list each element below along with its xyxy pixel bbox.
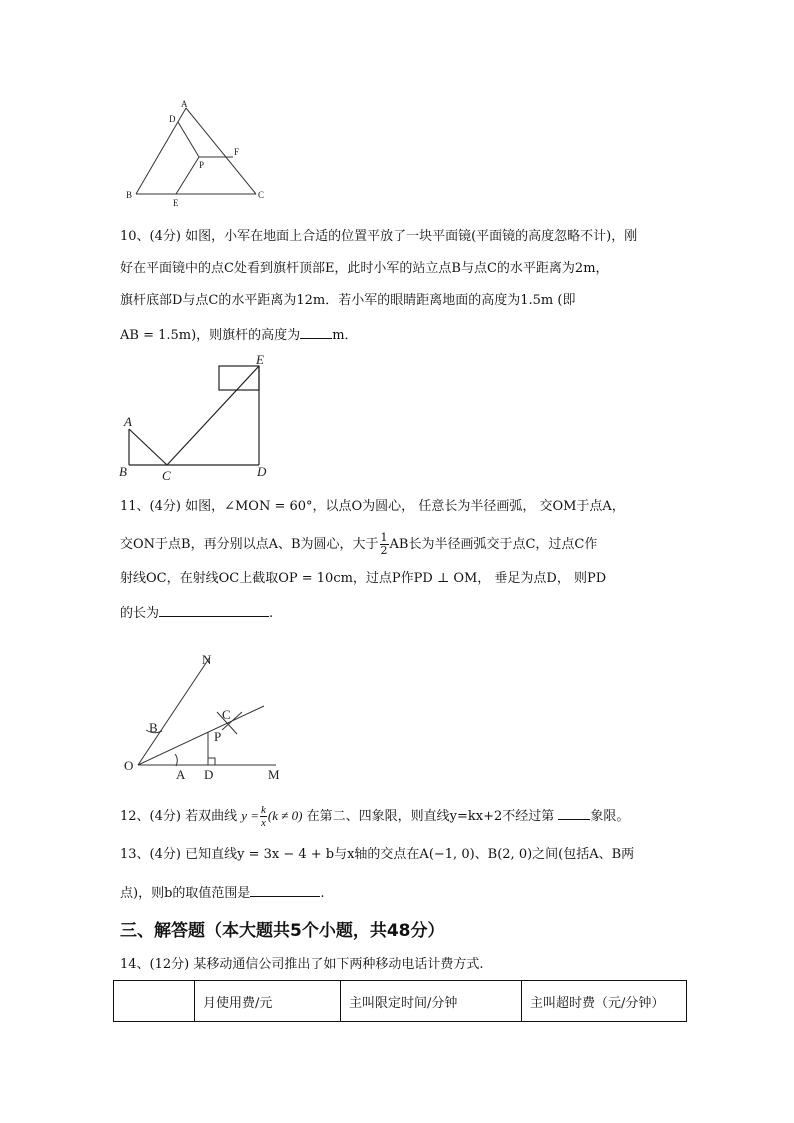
label-C: C	[258, 190, 265, 200]
segment-AC	[186, 108, 256, 194]
ray-ON	[138, 657, 210, 765]
label-B: B	[126, 190, 133, 200]
figure-q9-triangle	[120, 98, 280, 210]
q11-line2-text-a: 交ON于点B，再分别以点A、B为圆心，大于	[120, 537, 379, 552]
label-P: P	[214, 729, 222, 744]
label-E: E	[256, 352, 264, 367]
flag	[219, 366, 259, 390]
label-E: E	[173, 198, 179, 208]
section-3-heading: 三、解答题（本大题共5个小题，共48分）	[120, 921, 445, 941]
table-header-cell	[114, 981, 195, 1022]
q13-line2-text: 点)，则b的取值范围是	[120, 886, 251, 901]
ray-OC	[138, 706, 264, 765]
figure-q11-angle	[118, 648, 293, 786]
label-C: C	[162, 468, 171, 483]
arc-A	[175, 754, 177, 766]
fraction-k: k	[261, 804, 266, 816]
segment-AC	[129, 429, 167, 465]
q12-post: 在第二、四象限，则直线y=kx+2不经过第	[306, 809, 555, 824]
q13-period: .	[320, 886, 325, 901]
label-B: B	[149, 720, 158, 735]
table-header-cell: 主叫超时费（元/分钟）	[522, 981, 687, 1022]
fraction-one-half	[380, 532, 389, 557]
q12-end: 象限。	[590, 809, 630, 824]
q10-unit: m．	[332, 328, 358, 343]
label-D: D	[257, 464, 267, 479]
q13-line2	[120, 882, 325, 903]
q12-answer-blank[interactable]	[558, 805, 590, 820]
segment-DP	[178, 122, 199, 157]
label-N: N	[202, 652, 212, 667]
q11-line2-text-b: AB长为半径画弧交于点C，过点C作	[389, 537, 598, 552]
q12-pre: 12、(4分) 若双曲线	[120, 809, 238, 824]
figure-q10-flagpole	[115, 352, 280, 484]
q12-line	[120, 804, 629, 829]
q14-text: 14、(12分) 某移动通信公司推出了如下两种移动电话计费方式.	[120, 957, 484, 972]
q11-line2	[120, 532, 597, 557]
label-D: D	[204, 767, 214, 782]
label-A: A	[124, 414, 132, 429]
q13-line1: 13、(4分) 已知直线y = 3x − 4 + b与x轴的交点在A(−1, 0)、B(2, 0)之间(包括A、B两	[120, 847, 635, 862]
table-header-cell: 月使用费/元	[195, 981, 341, 1022]
fraction-denominator: 2	[380, 544, 388, 557]
q11-line4: 的长为 .	[120, 602, 273, 623]
label-A: A	[181, 99, 188, 109]
label-C: C	[222, 707, 231, 722]
q10-line3: 旗杆底部D与点C的水平距离为12m．若小军的眼睛距离地面的高度为1.5m (即	[120, 293, 576, 308]
fraction-numerator: 1	[380, 531, 388, 544]
q10-answer-blank[interactable]	[300, 324, 332, 339]
label-O: O	[124, 758, 134, 773]
q10-line2: 好在平面镜中的点C处看到旗杆顶部E，此时小军的站立点B与点C的水平距离为2m，	[120, 261, 609, 276]
fee-table	[113, 980, 687, 1022]
label-D: D	[169, 114, 176, 124]
segment-AB	[136, 108, 186, 194]
table-header-cell: 主叫限定时间/分钟	[341, 981, 522, 1022]
q12-condition: (k ≠ 0)	[267, 808, 303, 823]
q11-line4-text: 的长为	[120, 606, 160, 621]
label-P: P	[199, 160, 205, 170]
q10-line4-text: AB = 1.5m)，则旗杆的高度为	[120, 328, 301, 343]
label-M: M	[268, 767, 280, 782]
q11-line3: 射线OC，在射线OC上截取OP = 10cm，过点P作PD ⊥ OM， 垂足为点D， 则PD	[120, 571, 607, 586]
right-angle-mark	[208, 758, 215, 765]
q13-answer-blank[interactable]	[250, 882, 320, 897]
q10-line4	[120, 324, 358, 345]
label-F: F	[234, 147, 240, 157]
label-A: A	[176, 767, 186, 782]
q12-y-eq: y =	[241, 808, 260, 823]
fraction-x: x	[261, 817, 266, 829]
q10-line1: 10、(4分) 如图，小军在地面上合适的位置平放了一块平面镜(平面镜的高度忽略不计)，刚	[120, 229, 638, 244]
fraction-k-over-x	[260, 804, 267, 829]
segment-CE	[167, 366, 259, 465]
q11-answer-blank[interactable]	[159, 602, 269, 617]
q11-line1: 11、(4分) 如图，∠MON = 60°，以点O为圆心， 任意长为半径画弧， 交OM于点A，	[120, 499, 625, 514]
table-row	[114, 981, 687, 1022]
segment-PE	[176, 157, 199, 194]
label-B: B	[119, 464, 127, 479]
